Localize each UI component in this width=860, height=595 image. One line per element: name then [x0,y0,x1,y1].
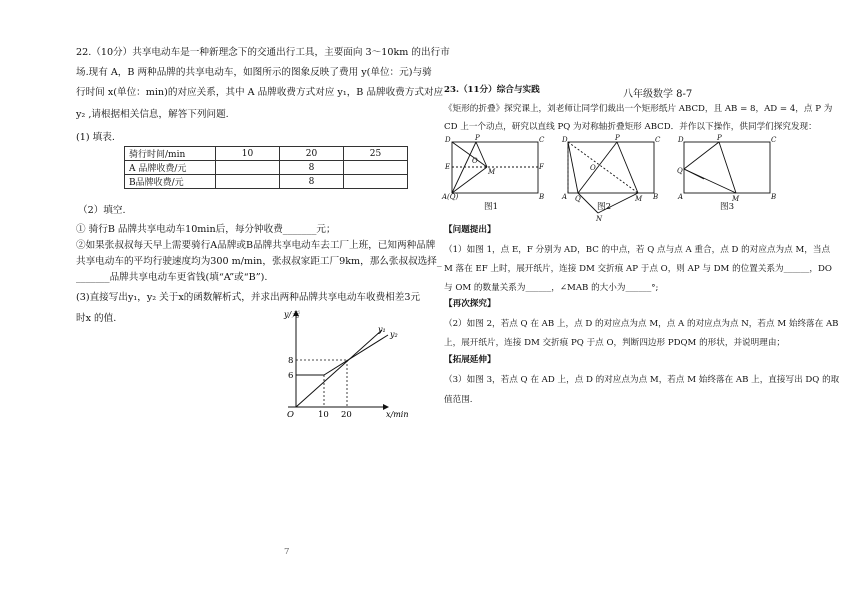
explore-section-title: 【再次探究】 [444,299,496,309]
figure-2-caption: 图2 [597,202,612,212]
table-cell: 8 [280,175,344,189]
extension-section-title: 【拓展延伸】 [444,355,496,365]
table-cell: 25 [344,147,408,161]
part2-label: （2）填空. [78,205,126,216]
figure-3-caption: 图3 [720,202,735,212]
svg-text:A: A [562,193,568,201]
svg-text:B: B [539,193,545,201]
q23-part3-line2: 值范围. [444,395,473,405]
fee-table [124,146,408,189]
part2-item2-line2: 共享电动车的平均行驶速度均为300 m/min，张叔叔家距工厂9km，那么张叔叔选择_ [76,256,442,267]
q23-part2-line1: （2）如图 2，若点 Q 在 AB 上，点 D 的对应点为点 M，点 A 的对应点为点 N，若点 M 始终落在 AB [444,319,839,329]
svg-text:P: P [475,134,480,142]
x-axis-label: x/min [386,410,409,419]
q23-part2-line2: 上，展开纸片，连接 DM 交折痕 PQ 于点 O，判断四边形 PDQM 的形状，并说明理由； [444,338,786,348]
figure-1-caption: 图1 [484,202,499,212]
svg-text:A: A [678,193,684,201]
svg-text:C: C [655,136,661,144]
table-cell [216,175,280,189]
line-y2-label: y₂ [390,330,398,339]
svg-text:E: E [445,163,451,171]
line-y2 [296,335,388,375]
table-cell: 骑行时间/min [125,147,216,161]
svg-text:M: M [488,168,496,176]
table-row [125,161,408,175]
svg-text:A(Q): A(Q) [442,193,459,201]
q23-heading: 23.（11分）综合与实践 [444,85,540,95]
table-row [125,147,408,161]
problem-section-title: 【问题提出】 [444,225,496,235]
page-number: 7 [284,547,290,557]
y-tick-6: 6 [288,371,294,381]
line-y1 [296,330,382,407]
svg-text:P: P [717,134,722,142]
part1-label: (1) 填表. [76,132,115,143]
q23-part3-line1: （3）如图 3，若点 Q 在 AD 上，点 D 的对应点为点 M，若点 M 始终落在 AB 上，直接写出 DQ 的取 [444,375,840,385]
svg-text:B: B [771,193,777,201]
q23-part1-line1: （1）如图 1，点 E，F 分别为 AD，BC 的中点，若 Q 点与点 A 重合，点 D 的对应点为点 M，当点 [444,245,831,255]
y-tick-8: 8 [288,356,294,366]
figure-3 [684,142,770,193]
svg-text:D: D [562,136,568,144]
table-cell [344,161,408,175]
q22-line4: y₂ ,请根据相关信息，解答下列问题. [76,109,229,120]
q22-line1: 22.（10分）共享电动车是一种新理念下的交通出行工具，主要面向 3～10km 的出行市 [76,47,450,58]
table-cell [344,175,408,189]
part3-line2: 时x 的值. [76,313,117,324]
table-cell: 20 [280,147,344,161]
svg-text:Q: Q [575,195,581,203]
q23-intro-line1: 《矩形的折叠》探究课上，刘老师让同学们裁出一个矩形纸片 ABCD，且 AB = 8，AD = 4，点 P 为 [444,104,833,114]
part2-item2-line1: ②如果张叔叔每天早上需要骑行A品牌或B品牌共享电动车去工厂上班，已知两种品牌 [76,240,436,251]
x-tick-10: 10 [318,410,329,420]
origin-label: O [287,410,294,420]
svg-text:F: F [539,163,544,171]
fee-graph [270,305,420,420]
part2-item2-line3: _______品牌共享电动车更省钱(填“A”或“B”). [76,272,268,283]
svg-text:M: M [732,195,740,203]
q22-line2: 场.现有 A，B 两种品牌的共享电动车，如图所示的图象反映了费用 y(单位：元)与骑 [76,67,432,78]
table-cell: A 品牌收费/元 [125,161,216,175]
table-row [125,175,408,189]
svg-text:M: M [635,195,643,203]
q23-intro-line2: CD 上一个动点，研究以直线 PQ 为对称轴折叠矩形 ABCD．并作以下操作，供同学们探究发现： [444,122,817,132]
part2-item1: ① 骑行B 品牌共享电动车10min后，每分钟收费_______元； [76,224,336,235]
y-axis-label: y/元 [284,310,300,319]
table-cell [216,161,280,175]
svg-text:B: B [653,193,659,201]
part3-line1: (3)直接写出y₁，y₂ 关于x的函数解析式，并求出两种品牌共享电动车收费相差3元 [76,292,421,303]
q23-part1-line2: M 落在 EF 上时，展开纸片，连接 DM 交折痕 AP 于点 O，则 AP 与 DM 的位置关系为______，DO [444,264,832,274]
svg-text:D: D [678,136,684,144]
table-cell: 10 [216,147,280,161]
svg-text:C: C [539,136,545,144]
q23-part1-line3: 与 OM 的数量关系为______，∠MAB 的大小为______°; [444,283,659,293]
svg-text:D: D [445,136,451,144]
q22-line3: 行时间 x(单位：min)的对应关系，其中 A 品牌收费方式对应 y₁，B 品牌收费方式对应 [76,87,444,98]
svg-text:N: N [596,215,603,223]
svg-text:Q: Q [677,167,683,175]
table-cell: B品牌收费/元 [125,175,216,189]
header-code: 八年级数学 8-7 [623,89,693,100]
svg-text:O: O [472,157,478,165]
svg-text:C: C [771,136,777,144]
svg-text:P: P [615,134,620,142]
x-tick-20: 20 [341,410,352,420]
line-y1-label: y₁ [378,325,386,334]
table-cell: 8 [280,161,344,175]
svg-text:O: O [590,164,596,172]
